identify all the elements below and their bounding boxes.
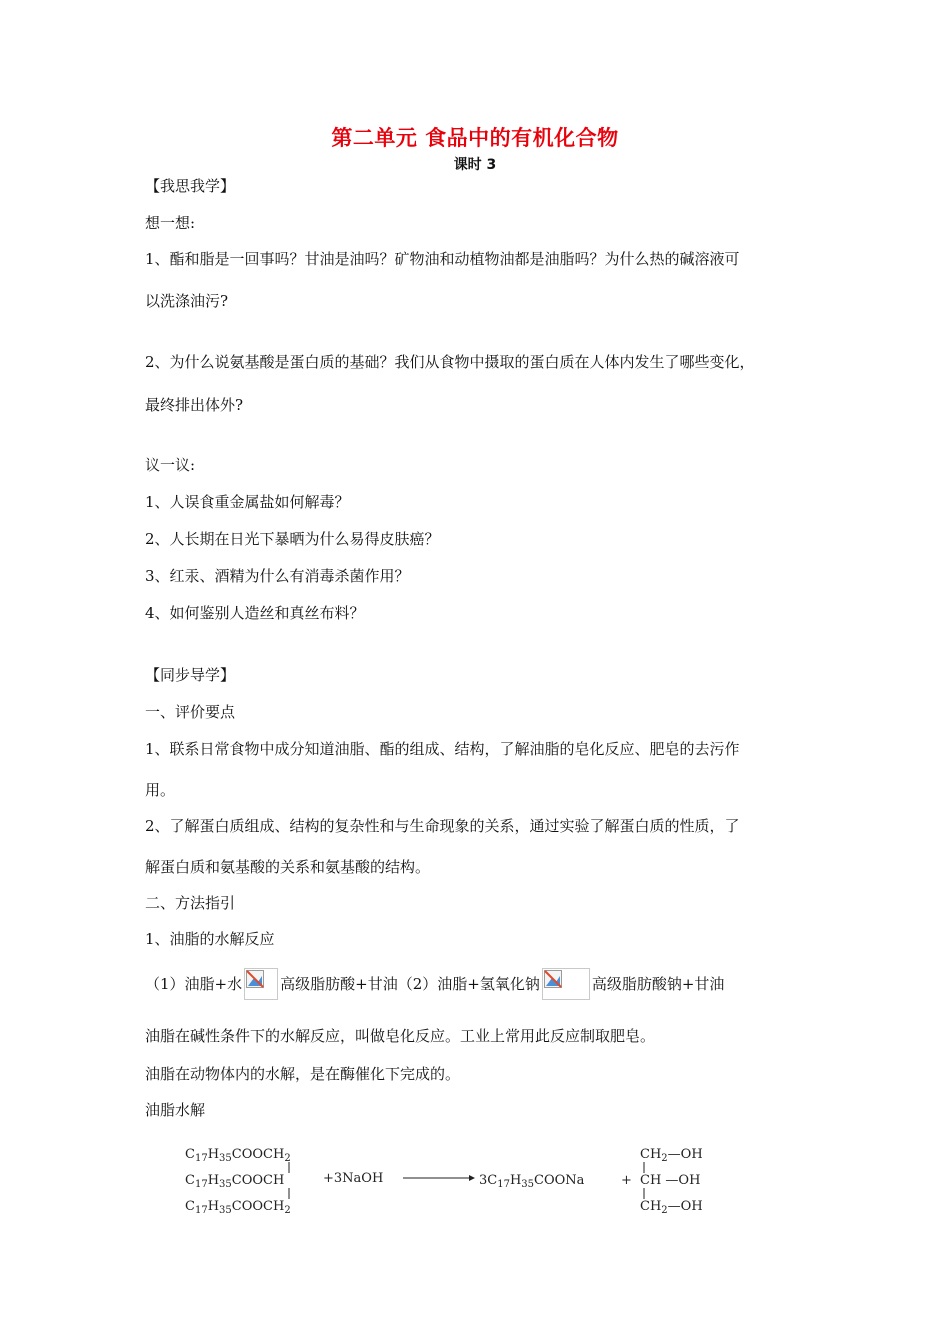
hydrolysis-label: 油脂水解 [145, 1101, 206, 1119]
discuss-question-2: 2、人长期在日光下暴晒为什么易得皮肤癌？ [145, 530, 440, 548]
think-label: 想一想: [145, 214, 196, 232]
discuss-question-4: 4、如何鉴别人造丝和真丝布料？ [145, 604, 365, 622]
think-question-2-line-1: 2、为什么说氨基酸是蛋白质的基础？我们从食物中摄取的蛋白质在人体内发生了哪些变化， [145, 353, 755, 371]
reagent-naoh: +3NaOH [323, 1171, 384, 1186]
section-heading-think: 【我思我学】 [145, 177, 236, 195]
glycerol-row-1: $CH_2—OH$ [640, 1147, 703, 1164]
eval-point-1-line-2: 用。 [145, 781, 176, 799]
page-title: 第二单元 食品中的有机化合物 [331, 126, 619, 150]
glycerol-row-3: $CH_2—OH$ [640, 1199, 703, 1216]
enzyme-text: 油脂在动物体内的水解，是在酶催化下完成的。 [145, 1065, 461, 1083]
method-heading: 二、方法指引 [145, 894, 236, 912]
think-question-2-line-2: 最终排出体外? [145, 396, 244, 414]
broken-image-icon [244, 968, 278, 1000]
discuss-label: 议一议: [145, 456, 196, 474]
reactant-row-2: $C_{17}H_{35}COOCH$ [185, 1173, 285, 1190]
reactant-row-3: $C_{17}H_{35}COOCH_2$ [185, 1199, 291, 1216]
reaction-a-left: （1）油脂+水 [145, 975, 243, 993]
hydrolysis-reactions-line [145, 968, 724, 1000]
plus-sign: + [621, 1173, 632, 1188]
glycerol-row-2: CH —OH [640, 1173, 701, 1188]
section-heading-sync: 【同步导学】 [145, 666, 236, 684]
page-subtitle: 课时 3 [453, 157, 497, 173]
reactant-row-1: $C_{17}H_{35}COOCH_2$ [185, 1147, 291, 1164]
eval-heading: 一、评价要点 [145, 703, 236, 721]
think-question-1-line-1: 1、酯和脂是一回事吗？甘油是油吗？矿物油和动植物油都是油脂吗？为什么热的碱溶液可 [145, 250, 740, 268]
broken-image-icon [542, 968, 590, 1000]
reaction-b-right: 高级脂肪酸钠+甘油 [591, 975, 725, 993]
hydrolysis-equation [185, 1140, 725, 1220]
reaction-b-left: （2）油脂+氢氧化钠 [397, 975, 540, 993]
product-soap: $3C_{17}H_{35}COONa$ [479, 1173, 585, 1190]
method-item-1: 1、油脂的水解反应 [145, 930, 275, 948]
think-question-1-line-2: 以洗涤油污? [145, 292, 229, 310]
eval-point-1-line-1: 1、联系日常食物中成分知道油脂、酯的组成、结构，了解油脂的皂化反应、肥皂的去污作 [145, 740, 740, 758]
reaction-a-right: 高级脂肪酸+甘油 [280, 975, 398, 993]
eval-point-2-line-1: 2、了解蛋白质组成、结构的复杂性和与生命现象的关系，通过实验了解蛋白质的性质，了 [145, 817, 740, 835]
discuss-question-3: 3、红汞、酒精为什么有消毒杀菌作用？ [145, 567, 410, 585]
saponification-text: 油脂在碱性条件下的水解反应，叫做皂化反应。工业上常用此反应制取肥皂。 [145, 1027, 656, 1045]
eval-point-2-line-2: 解蛋白质和氨基酸的关系和氨基酸的结构。 [145, 858, 431, 876]
discuss-question-1: 1、人误食重金属盐如何解毒？ [145, 493, 350, 511]
